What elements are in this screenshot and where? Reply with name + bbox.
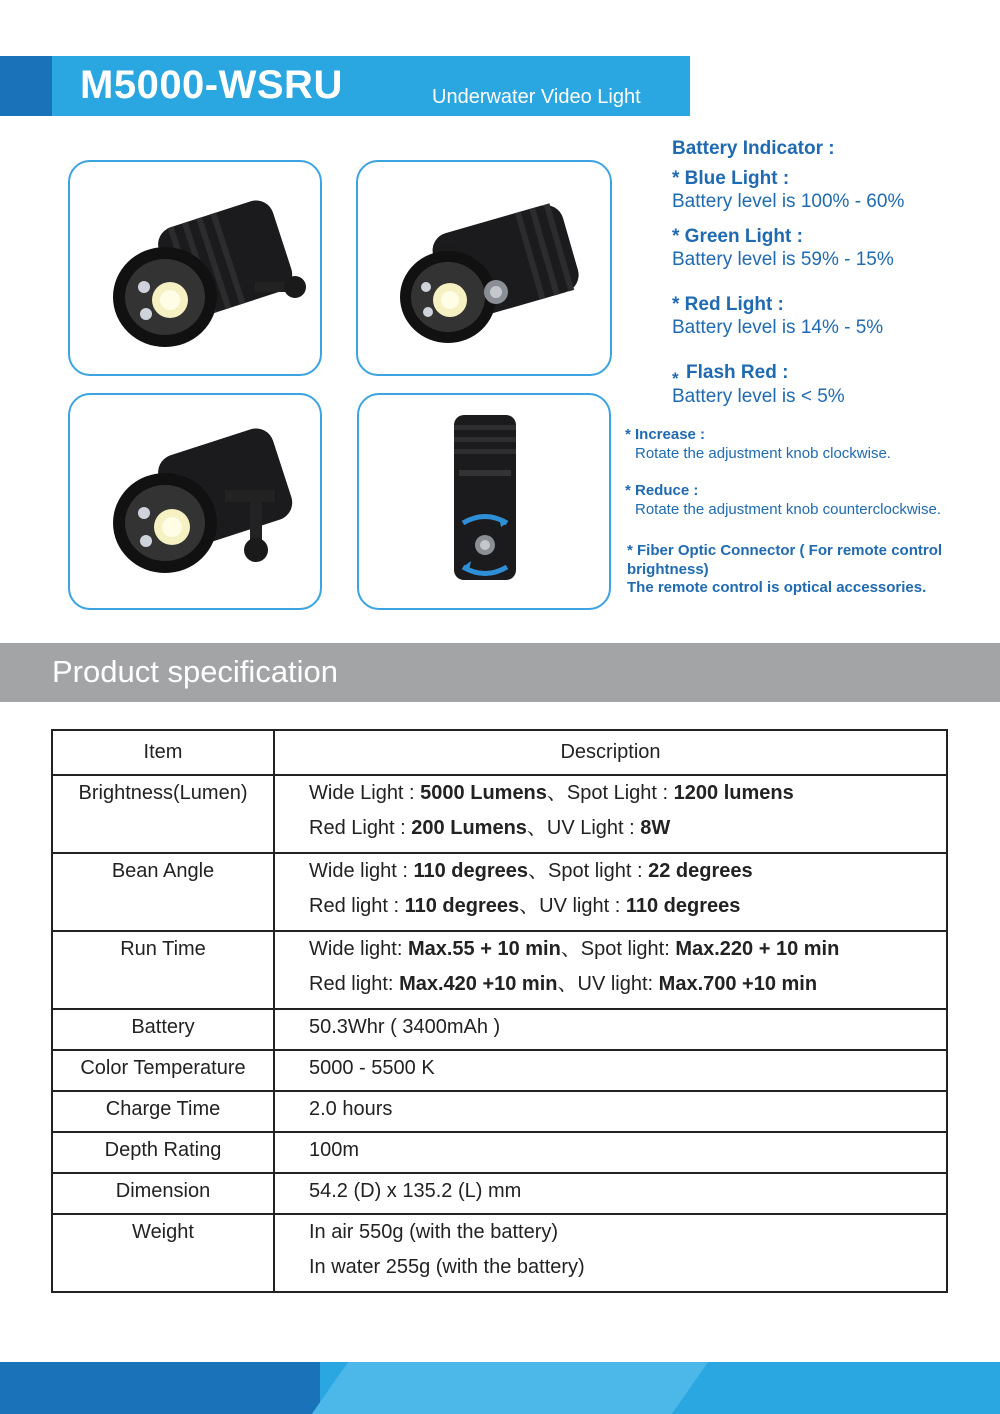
table-row xyxy=(52,1214,947,1292)
red-light-value: Battery level is 14% - 5% xyxy=(672,317,884,338)
desc-dimension: 54.2 (D) x 135.2 (L) mm xyxy=(309,1180,522,1202)
desc-depth-rating: 100m xyxy=(309,1139,360,1161)
table-row xyxy=(52,775,947,853)
spec-title: Product specification xyxy=(52,654,339,689)
item-battery: Battery xyxy=(52,1009,274,1050)
item-depth-rating: Depth Rating xyxy=(52,1132,274,1173)
table-row xyxy=(52,1050,947,1091)
desc-beam-angle: Wide light : 110 degrees、Spot light : 22 degrees Red light : 110 degrees、UV light : 110 degrees xyxy=(274,853,947,931)
footer-band xyxy=(0,1362,1000,1414)
item-dimension: Dimension xyxy=(52,1173,274,1214)
reduce-label: * Reduce : xyxy=(625,482,699,499)
desc-battery: 50.3Whr ( 3400mAh ) xyxy=(309,1016,501,1038)
product-photo-knob xyxy=(357,393,611,610)
table-row xyxy=(52,1132,947,1173)
increase-text: Rotate the adjustment knob clockwise. xyxy=(635,445,891,462)
reduce-text: Rotate the adjustment knob counterclockwise. xyxy=(635,501,941,518)
fiber-optic-line1: * Fiber Optic Connector ( For remote control xyxy=(627,542,943,559)
spec-table xyxy=(51,729,948,1293)
increase-label: * Increase : xyxy=(625,426,706,443)
table-row xyxy=(52,1091,947,1132)
table-row xyxy=(52,853,947,931)
product-photo-front-left xyxy=(68,160,322,376)
desc-color-temperature: 5000 - 5500 K xyxy=(309,1057,435,1079)
desc-charge-time: 2.0 hours xyxy=(309,1098,393,1120)
product-model: M5000-WSRU xyxy=(80,63,343,107)
product-subtitle: Underwater Video Light xyxy=(432,86,641,108)
footer-accent xyxy=(0,1362,320,1414)
desc-weight: In air 550g (with the battery) In water 255g (with the battery) xyxy=(274,1214,947,1292)
green-light-value: Battery level is 59% - 15% xyxy=(672,249,894,270)
item-brightness: Brightness(Lumen) xyxy=(52,775,274,853)
header-accent xyxy=(0,56,52,116)
item-run-time: Run Time xyxy=(52,931,274,1009)
item-charge-time: Charge Time xyxy=(52,1091,274,1132)
product-photo-front-right xyxy=(356,160,612,376)
flash-red-label: Flash Red : xyxy=(686,362,789,383)
battery-indicator-heading: Battery Indicator : xyxy=(672,138,835,159)
table-row xyxy=(52,1009,947,1050)
table-row xyxy=(52,1173,947,1214)
flash-red-asterisk: * xyxy=(672,369,679,388)
table-header-row xyxy=(52,730,947,775)
flash-red-value: Battery level is < 5% xyxy=(672,386,845,407)
red-light-label: * Red Light : xyxy=(672,294,784,315)
item-color-temperature: Color Temperature xyxy=(52,1050,274,1091)
item-weight: Weight xyxy=(52,1214,274,1292)
blue-light-label: * Blue Light : xyxy=(672,168,790,189)
green-light-label: * Green Light : xyxy=(672,226,803,247)
desc-run-time: Wide light: Max.55 + 10 min、Spot light: Max.220 + 10 min Red light: Max.420 +10 min、UV light: Max.700 +10 min xyxy=(274,931,947,1009)
fiber-optic-line3: The remote control is optical accessories. xyxy=(627,579,927,596)
col-item-header: Item xyxy=(52,730,274,775)
col-description-header: Description xyxy=(274,730,947,775)
product-photo-with-mount xyxy=(68,393,322,610)
desc-brightness: Wide Light : 5000 Lumens、Spot Light : 1200 lumens Red Light : 200 Lumens、UV Light : 8W xyxy=(274,775,947,853)
blue-light-value: Battery level is 100% - 60% xyxy=(672,191,905,212)
table-row xyxy=(52,931,947,1009)
fiber-optic-line2: brightness) xyxy=(627,561,709,578)
item-beam-angle: Bean Angle xyxy=(52,853,274,931)
footer-stripe xyxy=(312,1362,708,1414)
